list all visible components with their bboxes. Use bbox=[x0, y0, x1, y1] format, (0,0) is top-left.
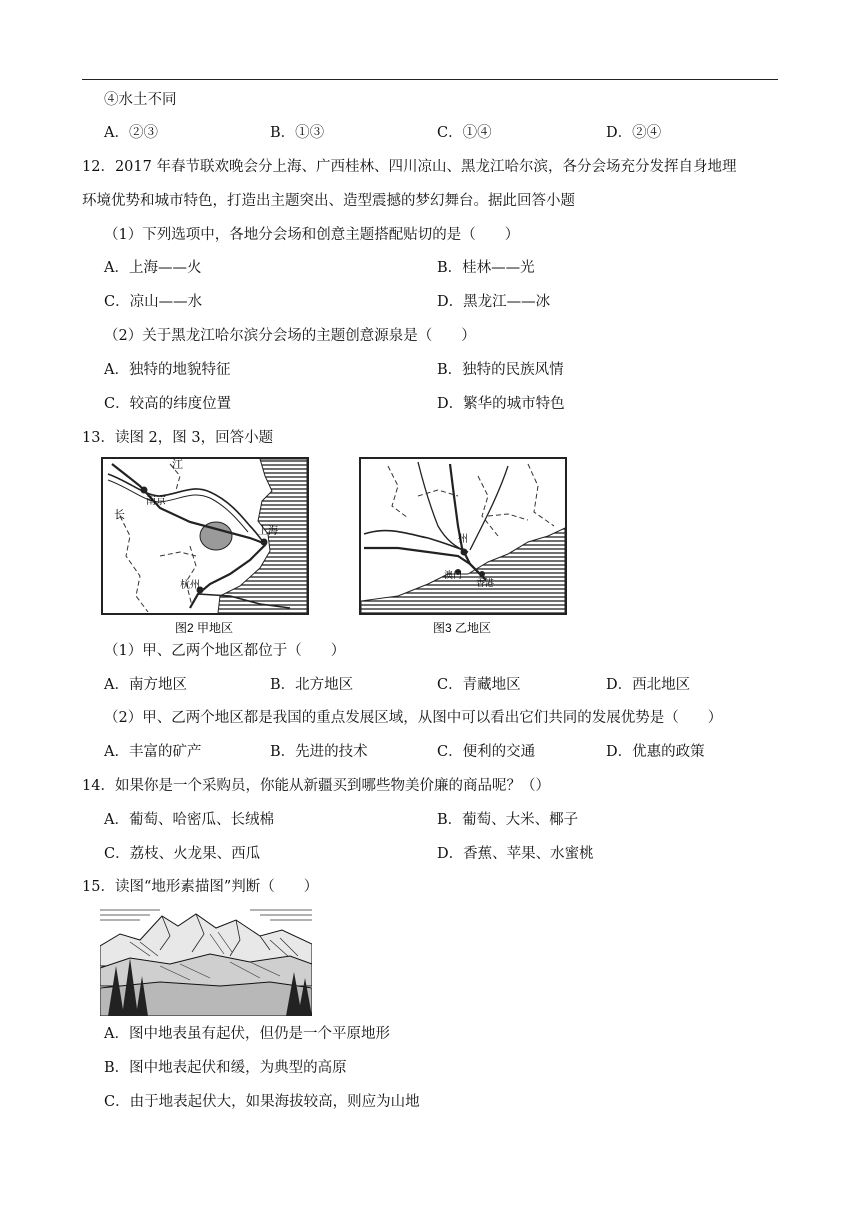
map-jia-label-chang: 长 bbox=[114, 509, 125, 521]
q11-option-d[interactable]: D．②④ bbox=[606, 125, 662, 141]
map-jia-label-hangzhou: 杭州 bbox=[180, 580, 200, 591]
q13-sub2: （2）甲、乙两个地区都是我国的重点发展区域，从图中可以看出它们共同的发展优势是（ ） bbox=[104, 710, 723, 726]
map-yi-label-hongkong: 香港 bbox=[476, 578, 495, 588]
map-jia-label-shanghai: 上海 bbox=[258, 526, 278, 537]
q12-sub2-option-d[interactable]: D．繁华的城市特色 bbox=[437, 396, 565, 412]
map-jia-region bbox=[100, 456, 312, 638]
q13-stem: 13．读图 2，图 3，回答小题 bbox=[82, 430, 274, 446]
q14-option-a[interactable]: A．葡萄、哈密瓜、长绒棉 bbox=[104, 812, 274, 828]
q12-sub2: （2）关于黑龙江哈尔滨分会场的主题创意源泉是（ ） bbox=[104, 328, 476, 344]
q12-sub1-option-b[interactable]: B．桂林——光 bbox=[437, 260, 535, 276]
map-yi-caption: 图3 乙地区 bbox=[432, 621, 492, 635]
q13-sub2-option-b[interactable]: B．先进的技术 bbox=[270, 744, 368, 760]
q13-sub1: （1）甲、乙两个地区都位于（ ） bbox=[104, 643, 346, 659]
q12-stem-line2: 环境优势和城市特色，打造出主题突出、造型震撼的梦幻舞台。据此回答小题 bbox=[82, 193, 575, 209]
terrain-sketch-image bbox=[100, 906, 312, 1016]
q12-sub2-option-a[interactable]: A．独特的地貌特征 bbox=[104, 362, 231, 378]
q11-fragment: ④水土不同 bbox=[104, 92, 177, 108]
q15-option-c[interactable]: C．由于地表起伏大，如果海拔较高，则应为山地 bbox=[104, 1094, 420, 1110]
map-yi-region bbox=[358, 456, 570, 638]
q14-option-b[interactable]: B．葡萄、大米、椰子 bbox=[437, 812, 579, 828]
q15-stem: 15．读图“地形素描图”判断（ ） bbox=[82, 879, 319, 895]
header-rule bbox=[82, 79, 778, 80]
q14-option-d[interactable]: D．香蕉、苹果、水蜜桃 bbox=[437, 846, 594, 862]
q15-option-b[interactable]: B．图中地表起伏和缓，为典型的高原 bbox=[104, 1060, 347, 1076]
q13-sub1-option-b[interactable]: B．北方地区 bbox=[270, 677, 354, 693]
q13-sub2-option-d[interactable]: D．优惠的政策 bbox=[606, 744, 705, 760]
q11-option-a[interactable]: A．②③ bbox=[104, 125, 158, 141]
q12-sub1: （1）下列选项中，各地分会场和创意主题搭配贴切的是（ ） bbox=[104, 227, 520, 243]
q11-option-b[interactable]: B．①③ bbox=[270, 125, 325, 141]
q13-sub2-option-c[interactable]: C．便利的交通 bbox=[437, 744, 536, 760]
q13-sub1-option-a[interactable]: A．南方地区 bbox=[104, 677, 187, 693]
q12-stem-line1: 12．2017 年春节联欢晚会分上海、广西桂林、四川凉山、黑龙江哈尔滨，各分会场充分发挥自身地理 bbox=[82, 159, 737, 175]
q12-sub2-option-c[interactable]: C．较高的纬度位置 bbox=[104, 396, 232, 412]
q12-sub1-option-c[interactable]: C．凉山——水 bbox=[104, 294, 203, 310]
q15-option-a[interactable]: A．图中地表虽有起伏，但仍是一个平原地形 bbox=[104, 1026, 390, 1042]
q14-stem: 14．如果你是一个采购员，你能从新疆买到哪些物美价廉的商品呢？（） bbox=[82, 778, 550, 794]
map-yi-label-zhou: 州 bbox=[458, 534, 468, 545]
q12-sub2-option-b[interactable]: B．独特的民族风情 bbox=[437, 362, 564, 378]
q13-sub2-option-a[interactable]: A．丰富的矿产 bbox=[104, 744, 202, 760]
map-yi-label-macau: 澳门 bbox=[444, 570, 463, 580]
q14-option-c[interactable]: C．荔枝、火龙果、西瓜 bbox=[104, 846, 261, 862]
q12-sub1-option-a[interactable]: A．上海——火 bbox=[104, 260, 202, 276]
map-jia-caption: 图2 甲地区 bbox=[174, 621, 234, 635]
map-jia-label-jiang: 江 bbox=[172, 459, 183, 471]
map-jia-label-nanjing: 南京 bbox=[146, 496, 166, 507]
q12-sub1-option-d[interactable]: D．黑龙江——冰 bbox=[437, 294, 551, 310]
q13-sub1-option-d[interactable]: D．西北地区 bbox=[606, 677, 691, 693]
q13-sub1-option-c[interactable]: C．青藏地区 bbox=[437, 677, 521, 693]
q11-option-c[interactable]: C．①④ bbox=[437, 125, 492, 141]
